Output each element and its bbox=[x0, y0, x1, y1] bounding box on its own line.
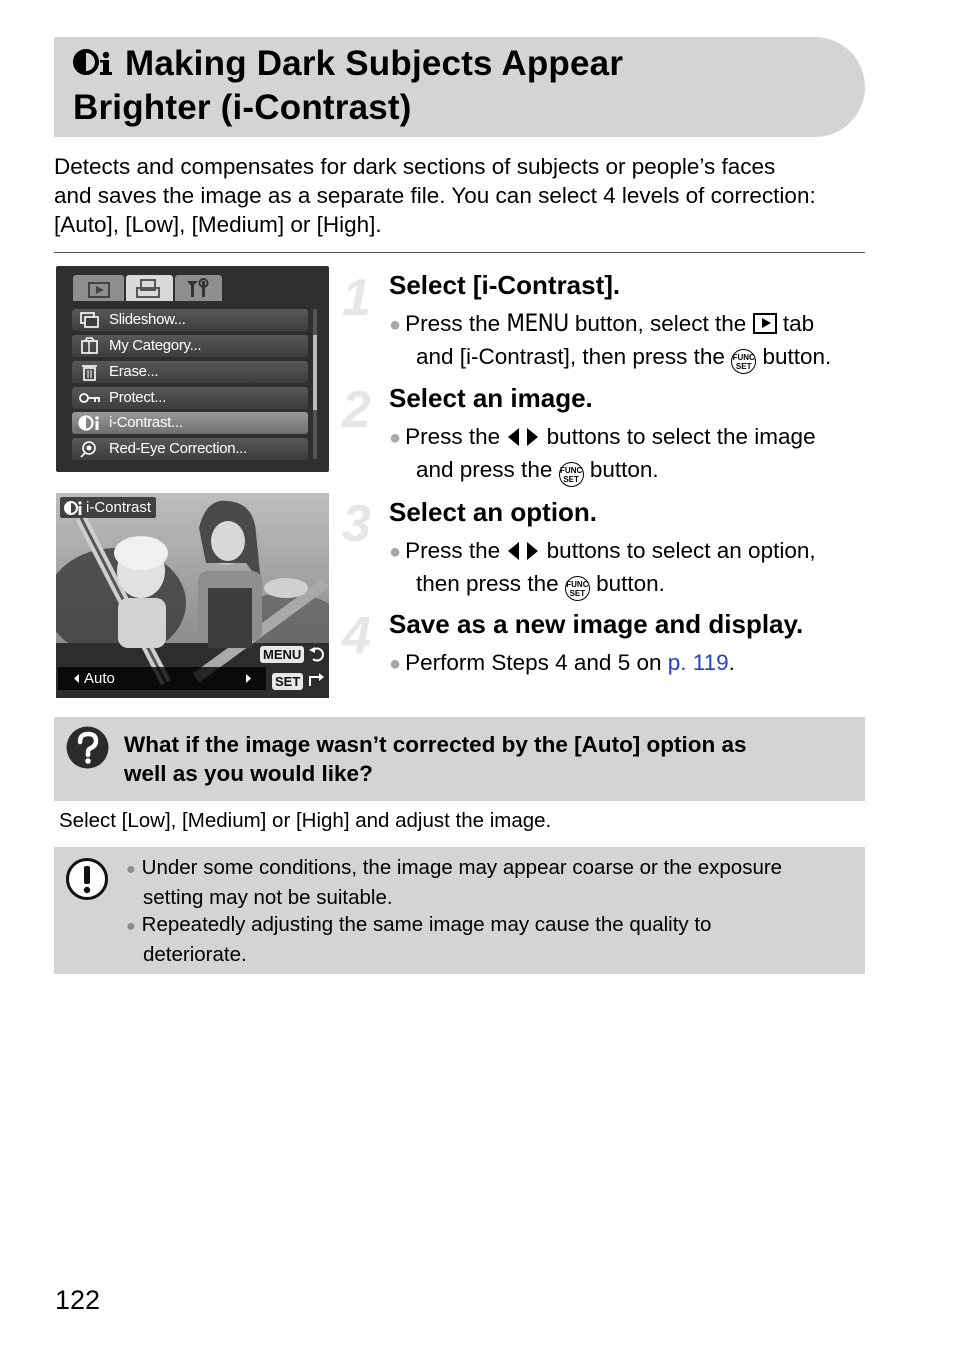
step-text: . bbox=[728, 650, 735, 675]
step-text: Press the bbox=[405, 311, 501, 336]
step-number: 3 bbox=[342, 495, 371, 553]
step-text: Press the bbox=[405, 538, 501, 563]
caution-text: Under some conditions, the image may appear coarse or the exposure bbox=[141, 856, 783, 879]
step-number: 4 bbox=[342, 607, 371, 665]
step-text: and [i-Contrast], then press the bbox=[416, 344, 725, 369]
set-button[interactable] bbox=[272, 673, 303, 690]
set-button-label: SET bbox=[275, 674, 301, 689]
caution-text: setting may not be suitable. bbox=[143, 886, 393, 909]
step-body bbox=[389, 647, 849, 680]
page-link[interactable]: p. 119 bbox=[667, 650, 729, 675]
red-eye-icon bbox=[78, 440, 102, 458]
step-title: Select an image. bbox=[389, 383, 593, 413]
menu-item-slideshow[interactable] bbox=[72, 309, 308, 331]
bullet-icon: ● bbox=[389, 541, 402, 563]
menu-back-button[interactable] bbox=[260, 646, 304, 663]
menu-item-label: Slideshow... bbox=[109, 311, 186, 328]
i-contrast-icon bbox=[64, 499, 84, 522]
menu-item-label: Red-Eye Correction... bbox=[109, 440, 247, 457]
step-text: buttons to select an option, bbox=[546, 538, 816, 563]
right-arrow-icon[interactable] bbox=[245, 667, 253, 697]
step-number: 1 bbox=[342, 269, 371, 327]
caution-text: deteriorate. bbox=[143, 943, 247, 966]
intro-paragraph bbox=[54, 152, 866, 239]
func-set-button-icon: FUNC SET bbox=[731, 349, 756, 374]
protect-key-icon bbox=[78, 389, 102, 407]
bullet-icon: ● bbox=[126, 918, 136, 935]
intro-line: Detects and compensates for dark sections of subjects or people’s faces bbox=[54, 154, 776, 179]
func-set-button-icon: FUNC SET bbox=[565, 576, 590, 601]
option-value: Auto bbox=[84, 670, 115, 687]
divider bbox=[54, 252, 865, 253]
i-contrast-label-text: i-Contrast bbox=[86, 499, 152, 516]
menu-item-erase[interactable] bbox=[72, 361, 308, 383]
title-line-1: Making Dark Subjects Appear bbox=[125, 44, 624, 83]
bullet-icon: ● bbox=[126, 861, 136, 878]
return-arrow-icon bbox=[308, 645, 326, 668]
step-title: Select an option. bbox=[389, 497, 598, 527]
menu-item-label: My Category... bbox=[109, 337, 202, 354]
menu-item-label: i-Contrast... bbox=[109, 414, 183, 431]
step-text: Press the bbox=[405, 424, 501, 449]
page-number: 122 bbox=[55, 1285, 101, 1315]
intro-line: and saves the image as a separate file. You can select 4 levels of correction: bbox=[54, 183, 816, 208]
step-title: Save as a new image and display. bbox=[389, 609, 804, 639]
i-contrast-icon bbox=[78, 414, 102, 432]
i-contrast-mode-label bbox=[60, 497, 156, 518]
menu-item-label: Erase... bbox=[109, 363, 159, 380]
step-text: button. bbox=[596, 571, 665, 596]
bullet-icon: ● bbox=[389, 314, 402, 336]
playback-tab-icon bbox=[753, 313, 777, 334]
my-category-icon bbox=[78, 337, 102, 355]
menu-button-icon: MENU bbox=[506, 309, 569, 337]
step-body bbox=[389, 535, 849, 601]
caution-icon bbox=[65, 857, 109, 906]
menu-item-i-contrast[interactable] bbox=[72, 412, 308, 434]
faq-answer: Select [Low], [Medium] or [High] and adjust the image. bbox=[59, 809, 552, 832]
left-right-buttons-icon bbox=[506, 538, 540, 563]
settings-tab-icon bbox=[175, 275, 222, 301]
faq-question-line: What if the image wasn’t corrected by the [Auto] option as bbox=[124, 732, 747, 757]
step-title: Select [i-Contrast]. bbox=[389, 270, 621, 300]
menu-item-protect[interactable] bbox=[72, 387, 308, 409]
caution-item bbox=[126, 854, 846, 912]
bullet-icon: ● bbox=[389, 427, 402, 449]
step-text: button. bbox=[762, 344, 832, 369]
left-arrow-icon[interactable] bbox=[72, 667, 80, 697]
slideshow-icon bbox=[78, 311, 102, 329]
title-line-2: Brighter (i-Contrast) bbox=[73, 88, 412, 127]
faq-question-line: well as you would like? bbox=[124, 761, 373, 786]
i-contrast-icon bbox=[73, 45, 117, 87]
faq-question bbox=[124, 730, 844, 788]
menu-item-my-category[interactable] bbox=[72, 335, 308, 357]
page-title bbox=[73, 43, 623, 129]
left-right-buttons-icon bbox=[506, 424, 540, 449]
step-text: and press the bbox=[416, 457, 553, 482]
question-icon bbox=[65, 725, 110, 775]
step-text: tab bbox=[782, 311, 815, 336]
bullet-icon: ● bbox=[389, 653, 402, 675]
step-text: button. bbox=[589, 457, 659, 482]
step-text: Perform Steps 4 and 5 on bbox=[405, 650, 662, 675]
caution-text: Repeatedly adjusting the same image may cause the quality to bbox=[141, 913, 712, 936]
print-tab-icon bbox=[126, 275, 173, 301]
menu-button-label: MENU bbox=[263, 647, 302, 662]
menu-item-label: Protect... bbox=[109, 389, 167, 406]
step-number: 2 bbox=[342, 381, 371, 439]
save-arrow-icon bbox=[308, 672, 326, 695]
step-text: then press the bbox=[416, 571, 559, 596]
menu-item-red-eye[interactable] bbox=[72, 438, 308, 460]
step-text: button, select the bbox=[574, 311, 747, 336]
intro-line: [Auto], [Low], [Medium] or [High]. bbox=[54, 212, 382, 237]
erase-icon bbox=[78, 363, 102, 381]
func-set-button-icon: FUNC SET bbox=[559, 462, 584, 487]
play-tab-icon bbox=[73, 275, 124, 301]
step-text: buttons to select the image bbox=[546, 424, 816, 449]
menu-scrollbar-thumb[interactable] bbox=[313, 335, 317, 410]
step-body bbox=[389, 308, 849, 374]
option-selector-bar[interactable] bbox=[58, 667, 266, 690]
step-body bbox=[389, 421, 849, 487]
caution-item bbox=[126, 911, 846, 969]
